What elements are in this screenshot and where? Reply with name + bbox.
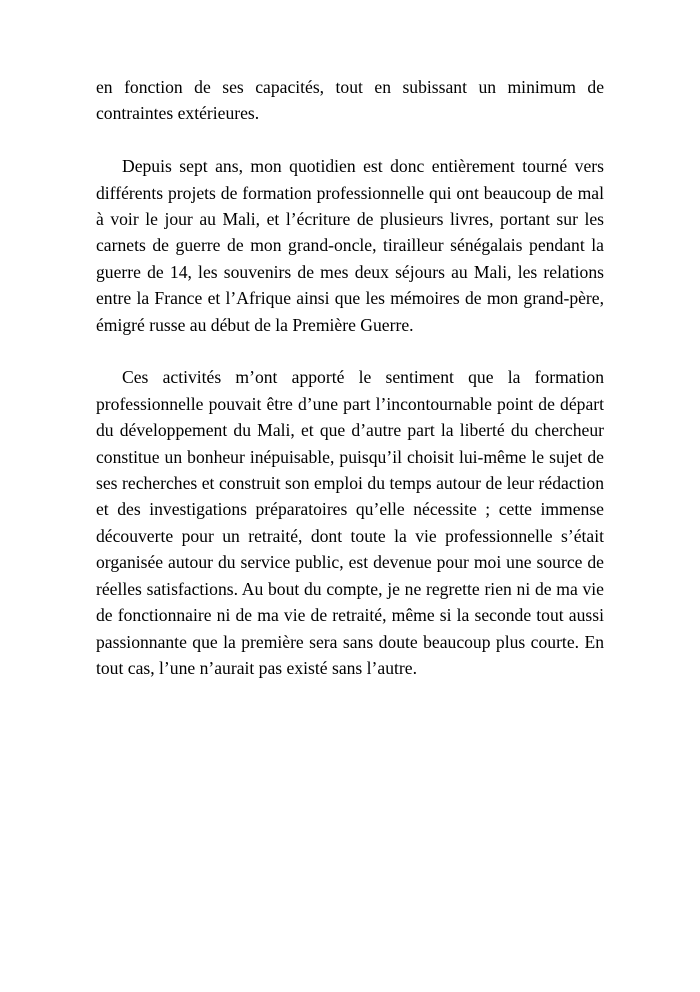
paragraph-continuation: en fonction de ses capacités, tout en subissant un minimum de contraintes extérieures. (96, 77, 604, 124)
document-page (96, 74, 604, 708)
paragraph-daily-projects: Depuis sept ans, mon quotidien est donc entièrement tourné vers différents projets de formation professionnelle qui ont beaucoup de mal à voir le jour au Mali, et l’écriture de plusieurs livres, portant sur les carnets de guerre de mon grand-oncle, tirailleur sénégalais pendant la guerre de 14, les souvenirs de mes deux séjours au Mali, les relations entre la France et l’Afrique ainsi que les mémoires de mon grand-père, émigré russe au début de la Première Guerre. (96, 156, 604, 335)
paragraph-reflections: Ces activités m’ont apporté le sentiment que la formation professionnelle pouvait être d’une part l’incontournable point de départ du développement du Mali, et que d’autre part la liberté du chercheur constitue un bonheur inépuisable, puisqu’il choisit lui-même le sujet de ses recherches et construit son emploi du temps autour de leur rédaction et des investigations préparatoires qu’elle nécessite ; cette immense découverte pour un retraité, dont toute la vie professionnelle s’était organisée autour du service public, est devenue pour moi une source de réelles satisfactions. Au bout du compte, je ne regrette rien ni de ma vie de fonctionnaire ni de ma vie de retraité, même si la seconde tout aussi passionnante que la première sera sans doute beaucoup plus courte. En tout cas, l’une n’aurait pas existé sans l’autre. (96, 367, 604, 678)
